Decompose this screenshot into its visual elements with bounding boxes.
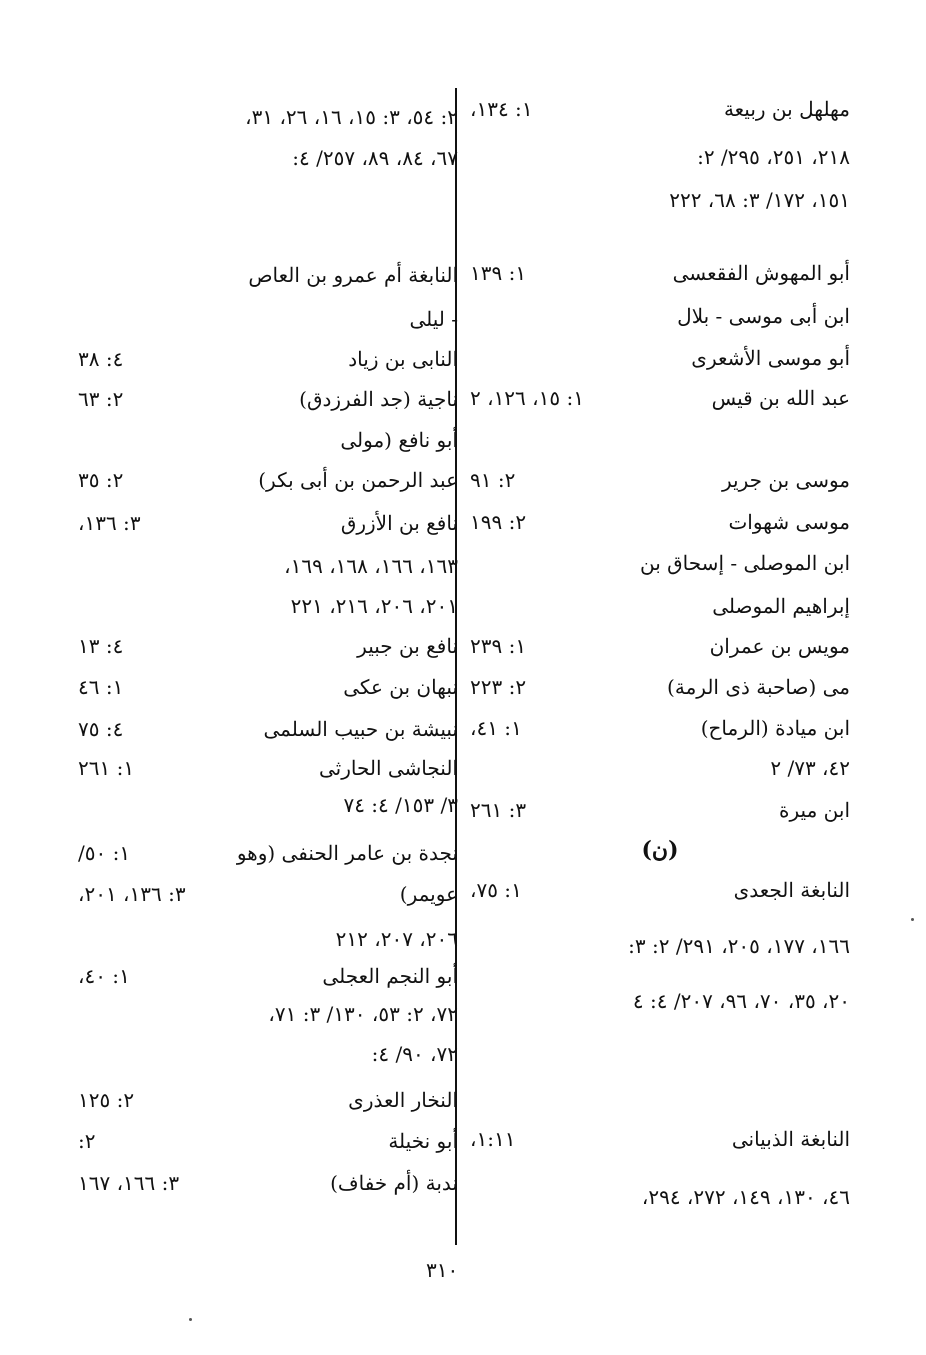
entry-references: ١: ٤٠، <box>78 964 130 988</box>
index-entry <box>470 381 850 415</box>
entry-text: ٣/ ١٥٣/ ٤: ٧٤ <box>343 793 458 817</box>
entry-name: عبد الرحمن بن أبى بكر) <box>258 468 458 492</box>
index-entry <box>470 341 850 375</box>
entry-references: ١: ٤١، <box>470 716 522 740</box>
index-entry <box>78 788 458 822</box>
entry-references: ٢: ١٢٥ <box>78 1088 135 1112</box>
index-entry <box>78 589 458 623</box>
index-entry <box>470 984 850 1018</box>
index-entry <box>78 1166 458 1200</box>
entry-name: موسى شهوات <box>728 510 850 534</box>
entry-name: مى (صاحبة ذى الرمة) <box>667 675 850 699</box>
entry-references: ٣: ١٦٦، ١٦٧ <box>78 1171 180 1195</box>
section-letter-heading: (ن) <box>641 837 679 863</box>
entry-name: ابن ميادة (الرماح) <box>700 716 850 740</box>
entry-text: ٢: ٥٤، ٣: ١٥، ١٦، ٢٦، ٣١، <box>245 105 458 129</box>
left-column <box>78 0 458 1300</box>
entry-name: مويس بن عمران <box>709 634 850 658</box>
index-entry <box>470 256 850 290</box>
entry-name: النجاشى الحارثى <box>318 756 458 780</box>
index-entry <box>470 833 850 867</box>
entry-references: ٢: <box>78 1129 96 1153</box>
entry-references: ١: ١٥، ١٢٦، ٢ <box>470 386 584 410</box>
index-entry <box>78 959 458 993</box>
entry-references: ٣: ١٣٦، <box>78 511 141 535</box>
entry-name: موسى بن جرير <box>722 468 850 492</box>
entry-name: النخار العذرى <box>348 1088 458 1112</box>
index-entry <box>470 629 850 663</box>
index-entry <box>78 877 458 911</box>
index-entry <box>78 629 458 663</box>
index-entry <box>470 711 850 745</box>
index-entry <box>78 836 458 870</box>
entry-references: ٢: ٢٢٣ <box>470 675 527 699</box>
index-entry <box>78 463 458 497</box>
entry-name: عويمر) <box>399 882 458 906</box>
index-entry <box>470 670 850 704</box>
index-entry <box>78 997 458 1031</box>
entry-text: النابغة أم عمرو بن العاص <box>248 263 458 287</box>
entry-references: ١:١١، <box>470 1127 516 1151</box>
entry-references: ٤: ١٣ <box>78 634 124 658</box>
index-entry <box>78 423 458 457</box>
entry-name: نافع بن الأزرق <box>340 511 458 535</box>
entry-text: ٧٢، ٢: ٥٣، ١٣٠/ ٣: ٧١، <box>268 1002 458 1026</box>
entry-name: أبو المهوش الفقعسى <box>672 261 850 285</box>
specks <box>189 1318 192 1321</box>
index-entry <box>470 1180 850 1214</box>
index-entry <box>78 751 458 785</box>
index-entry <box>78 549 458 583</box>
entry-text: ٢١٨، ٢٥١، ٢٩٥/ ٢: <box>697 145 850 169</box>
entry-references: ١: ٢٦١ <box>78 756 135 780</box>
index-entry <box>470 546 850 580</box>
entry-text: ٢٠، ٣٥، ٧٠، ٩٦، ٢٠٧/ ٤: ٤ <box>632 989 850 1013</box>
entry-references: ١: ٧٥، <box>470 878 522 902</box>
entry-name: النابى بن زياد <box>348 347 458 371</box>
index-entry <box>78 141 458 175</box>
index-entry <box>78 1083 458 1117</box>
entry-text: ١٦٣، ١٦٦، ١٦٨، ١٦٩، <box>284 554 458 578</box>
entry-text: ٦٧، ٨٤، ٨٩، ٢٥٧/ ٤: <box>292 146 458 170</box>
index-entry <box>78 1037 458 1071</box>
index-entry <box>470 140 850 174</box>
entry-name: النابغة الجعدى <box>733 878 850 902</box>
right-column <box>470 0 850 1300</box>
entry-text: ٧٢، ٩٠/ ٤: <box>371 1042 458 1066</box>
entry-text: ٢٠١، ٢٠٦، ٢١٦، ٢٢١ <box>290 594 458 618</box>
index-entry <box>470 92 850 126</box>
index-entry <box>78 712 458 746</box>
entry-text: أبو موسى الأشعرى <box>691 346 850 370</box>
entry-references: ٣: ١٣٦، ٢٠١، <box>78 882 186 906</box>
entry-text: ابن أبى موسى - بلال <box>677 304 850 328</box>
index-entry <box>78 302 458 336</box>
entry-references: ٣: ٢٦١ <box>470 798 527 822</box>
index-entry <box>78 382 458 416</box>
entry-name: ابن ميرة <box>779 798 850 822</box>
entry-name: نبيشة بن حبيب السلمى <box>263 717 458 741</box>
entry-references: ١: ١٣٤، <box>470 97 533 121</box>
index-entry <box>470 1122 850 1156</box>
entry-text: ٢٠٦، ٢٠٧، ٢١٢ <box>335 927 458 951</box>
index-entry <box>78 342 458 376</box>
index-entry <box>78 670 458 704</box>
entry-text: ابن الموصلى - إسحاق بن <box>640 551 850 575</box>
entry-text: ٤٦، ١٣٠، ١٤٩، ٢٧٢، ٢٩٤، <box>641 1185 850 1209</box>
index-entry <box>470 873 850 907</box>
entry-name: عبد الله بن قيس <box>711 386 850 410</box>
index-entry <box>78 922 458 956</box>
entry-references: ٤: ٣٨ <box>78 347 124 371</box>
entry-text: - ليلى <box>409 307 458 331</box>
entry-references: ٤: ٧٥ <box>78 717 124 741</box>
entry-references: ١: ٥٠/ <box>78 841 131 865</box>
entry-name: ناجية (جد الفرزدق) <box>299 387 458 411</box>
entry-references: ٢: ٣٥ <box>78 468 124 492</box>
entry-references: ٢: ٦٣ <box>78 387 124 411</box>
index-entry <box>78 100 458 134</box>
index-entry <box>78 1124 458 1158</box>
index-entry <box>470 183 850 217</box>
entry-text: ١٦٦، ١٧٧، ٢٠٥، ٢٩١/ ٢: ٣: <box>628 934 850 958</box>
entry-name: نجدة بن عامر الحنفى (وهو <box>236 841 458 865</box>
entry-references: ١: ٢٣٩ <box>470 634 527 658</box>
index-entry <box>470 793 850 827</box>
entry-text: ٤٢، ٧٣/ ٢ <box>770 756 850 780</box>
entry-references: ٢: ٩١ <box>470 468 516 492</box>
entry-name: مهلهل بن ربيعة <box>723 97 850 121</box>
entry-text: ١٥١، ١٧٢/ ٣: ٦٨، ٢٢٢ <box>669 188 850 212</box>
entry-name: أبو النجم العجلى <box>322 964 458 988</box>
entry-name: نبهان بن عكى <box>343 675 458 699</box>
entry-name: أبو نخيلة <box>388 1129 458 1153</box>
index-entry <box>470 929 850 963</box>
specks <box>911 918 914 921</box>
entry-text: أبو نافع (مولى <box>340 428 458 452</box>
entry-name: ندبة (أم خفاف) <box>330 1171 458 1195</box>
entry-references: ١: ١٣٩ <box>470 261 527 285</box>
index-entry <box>470 463 850 497</box>
page-number: ٣١٠ <box>426 1258 459 1282</box>
entry-references: ١: ٤٦ <box>78 675 124 699</box>
index-entry <box>78 258 458 292</box>
index-entry <box>78 506 458 540</box>
index-entry <box>470 299 850 333</box>
index-entry <box>470 505 850 539</box>
entry-references: ٢: ١٩٩ <box>470 510 527 534</box>
index-entry <box>470 751 850 785</box>
entry-name: النابغة الذبيانى <box>731 1127 850 1151</box>
entry-name: نافع بن جبير <box>357 634 458 658</box>
entry-text: إبراهيم الموصلى <box>712 594 850 618</box>
index-entry <box>470 589 850 623</box>
